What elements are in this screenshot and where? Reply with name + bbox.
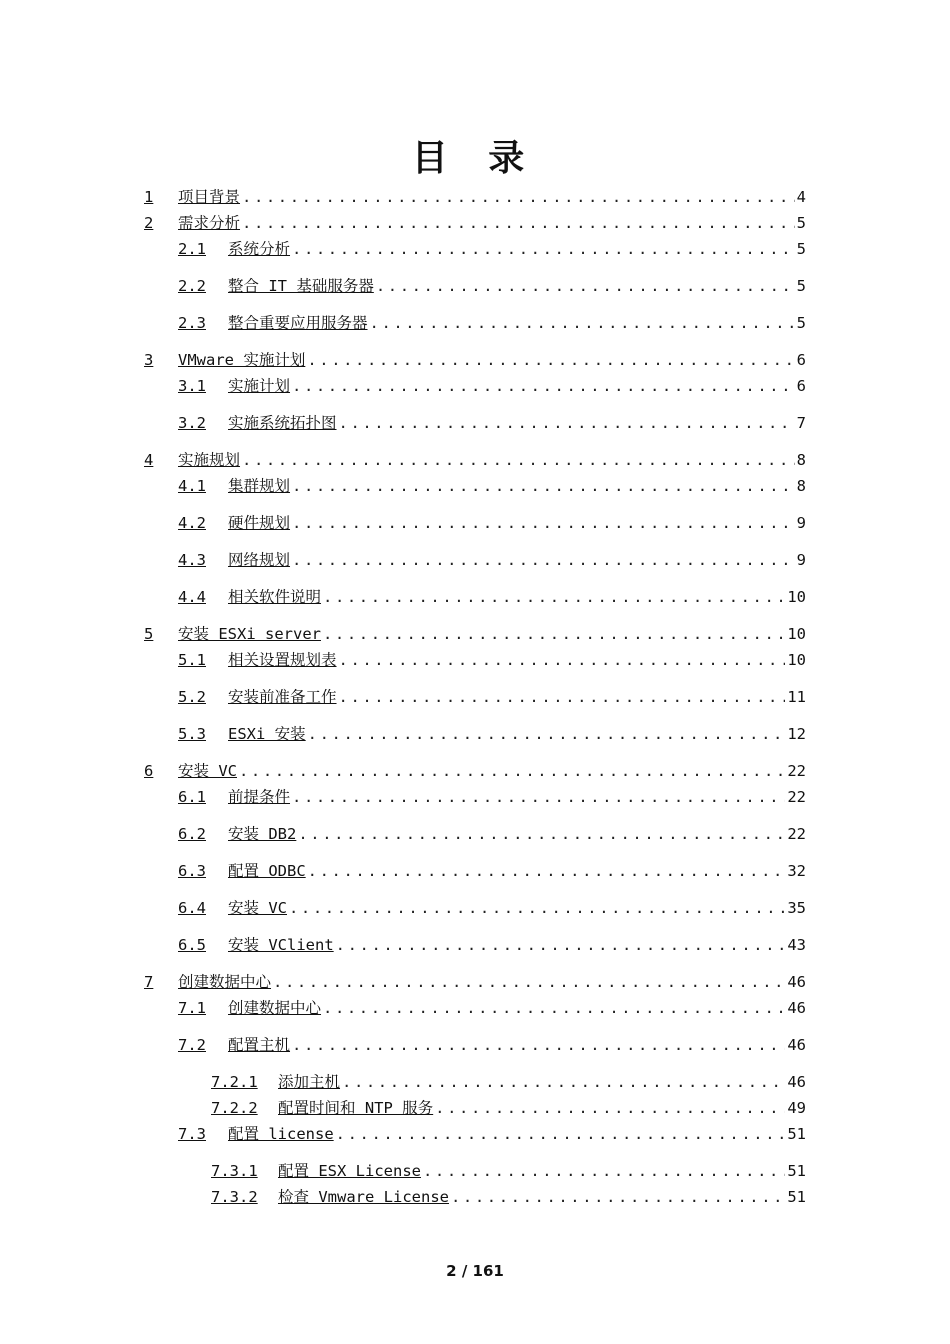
toc-entry-number: 6.2 [178,825,206,843]
toc-entry-title[interactable]: 安装 DB2 [228,825,297,843]
toc-entry-page: 6 [796,377,806,395]
toc-entry[interactable] [178,860,806,882]
toc-dot-leader [336,1123,786,1145]
toc-entry-title[interactable]: 配置 license [228,1125,334,1143]
toc-entry-page: 51 [787,1188,806,1206]
toc-entry-number: 3 [144,351,154,369]
toc-entry-title[interactable]: ESXi 安装 [228,725,306,743]
toc-entry[interactable] [144,349,806,371]
toc-entry-title[interactable]: 实施计划 [228,377,291,395]
toc-entry-number: 4.2 [178,514,206,532]
toc-entry-page: 46 [787,973,806,991]
toc-entry-page: 8 [796,477,806,495]
toc-entry[interactable] [178,997,806,1019]
toc-entry[interactable] [178,897,806,919]
toc-entry-title[interactable]: 安装 VClient [228,936,334,954]
toc-entry-page: 22 [787,825,806,843]
toc-entry-page: 10 [787,588,806,606]
toc-dot-leader [339,649,786,671]
toc-entry-title[interactable]: 检查 Vmware License [278,1188,449,1206]
toc-dot-leader [292,375,795,397]
toc-entry[interactable] [211,1160,806,1182]
toc-dot-leader [298,823,785,845]
toc-entry[interactable] [178,1123,806,1145]
toc-dot-leader [376,275,795,297]
toc-entry-number: 1 [144,188,154,206]
toc-dot-leader [323,586,785,608]
toc-entry-title[interactable]: 集群规划 [228,477,291,495]
toc-entry-page: 51 [787,1162,806,1180]
toc-entry-page: 6 [796,351,806,369]
toc-entry-page: 35 [787,899,806,917]
toc-entry-page: 9 [796,551,806,569]
toc-entry-number: 4.3 [178,551,206,569]
toc-entry-number: 7 [144,973,154,991]
toc-entry-page: 8 [796,451,806,469]
toc-entry-page: 12 [787,725,806,743]
toc-entry-number: 6.1 [178,788,206,806]
toc-entry-number: 7.3.1 [211,1162,258,1180]
toc-entry-number: 7.2 [178,1036,206,1054]
toc-entry-title[interactable]: 添加主机 [278,1073,341,1091]
toc-dot-leader [451,1186,785,1208]
toc-entry-number: 6 [144,762,154,780]
toc-entry[interactable] [178,823,806,845]
toc-entry[interactable] [178,275,806,297]
toc-entry-number: 4 [144,451,154,469]
toc-dot-leader [292,512,795,534]
toc-entry-title[interactable]: 整合 IT 基础服务器 [228,277,374,295]
toc-dot-leader [239,760,785,782]
toc-entry-number: 6.5 [178,936,206,954]
toc-entry-title[interactable]: 配置时间和 NTP 服务 [278,1099,434,1117]
toc-entry-page: 43 [787,936,806,954]
toc-entry-title[interactable]: 前提条件 [228,788,291,806]
toc-entry[interactable] [178,238,806,260]
toc-entry-page: 7 [796,414,806,432]
toc-entry-number: 7.2.1 [211,1073,258,1091]
toc-entry[interactable] [144,212,806,234]
toc-entry-number: 7.1 [178,999,206,1017]
toc-entry-title[interactable]: VMware 实施计划 [178,351,306,369]
toc-entry[interactable] [178,786,806,808]
toc-entry-title[interactable]: 安装 ESXi server [178,625,321,643]
toc-entry-title[interactable]: 需求分析 [178,214,241,232]
toc-entry[interactable] [178,686,806,708]
toc-entry[interactable] [144,449,806,471]
toc-dot-leader [423,1160,785,1182]
toc-entry-number: 6.3 [178,862,206,880]
page-title: 目 录 [411,137,539,179]
toc-entry-title[interactable]: 配置主机 [228,1036,291,1054]
toc-entry-title[interactable]: 硬件规划 [228,514,291,532]
toc-entry-number: 5.2 [178,688,206,706]
toc-entry-title[interactable]: 相关软件说明 [228,588,322,606]
toc-entry[interactable] [144,186,806,208]
toc-entry-title[interactable]: 安装 VC [228,899,287,917]
toc-entry[interactable] [178,1034,806,1056]
toc-entry[interactable] [178,475,806,497]
toc-dot-leader [336,934,786,956]
toc-entry-title[interactable]: 系统分析 [228,240,291,258]
toc-entry[interactable] [144,760,806,782]
toc-dot-leader [308,723,786,745]
toc-entry[interactable] [178,649,806,671]
toc-entry-number: 7.3 [178,1125,206,1143]
toc-entry[interactable] [178,586,806,608]
toc-entry-page: 5 [796,214,806,232]
toc-entry-number: 5.3 [178,725,206,743]
toc-entry-page: 22 [787,762,806,780]
toc-entry-number: 2 [144,214,154,232]
toc-entry-page: 22 [787,788,806,806]
toc-dot-leader [242,212,795,234]
toc-entry-title[interactable]: 创建数据中心 [228,999,322,1017]
toc-entry-number: 7.2.2 [211,1099,258,1117]
toc-entry-page: 10 [787,625,806,643]
toc-dot-leader [307,349,794,371]
toc-entry[interactable] [144,971,806,993]
toc-entry-page: 32 [787,862,806,880]
toc-dot-leader [289,897,785,919]
toc-dot-leader [292,549,795,571]
toc-entry-number: 4.1 [178,477,206,495]
toc-dot-leader [292,786,785,808]
toc-entry-number: 2.1 [178,240,206,258]
toc-entry-title[interactable]: 创建数据中心 [178,973,272,991]
toc-dot-leader [273,971,785,993]
toc-entry[interactable] [178,412,806,434]
toc-entry-page: 4 [796,188,806,206]
toc-entry-title[interactable]: 实施规划 [178,451,241,469]
toc-dot-leader [435,1097,785,1119]
toc-entry-title[interactable]: 项目背景 [178,188,241,206]
toc-entry-title[interactable]: 配置 ODBC [228,862,306,880]
toc-entry[interactable] [178,375,806,397]
toc-entry-page: 49 [787,1099,806,1117]
toc-dot-leader [323,623,785,645]
toc-entry-number: 2.3 [178,314,206,332]
toc-dot-leader [339,412,795,434]
toc-entry-page: 5 [796,277,806,295]
toc-entry-title[interactable]: 配置 ESX License [278,1162,421,1180]
toc-dot-leader [323,997,785,1019]
toc-entry-title[interactable]: 实施系统拓扑图 [228,414,337,432]
toc-dot-leader [242,449,795,471]
toc-entry-number: 5.1 [178,651,206,669]
toc-dot-leader [292,475,795,497]
toc-entry-title[interactable]: 网络规划 [228,551,291,569]
toc-dot-leader [242,186,795,208]
toc-entry[interactable] [178,549,806,571]
toc-entry-title[interactable]: 安装前准备工作 [228,688,337,706]
toc-entry-page: 5 [796,314,806,332]
toc-dot-leader [342,1071,785,1093]
toc-entry[interactable] [178,512,806,534]
toc-entry-title[interactable]: 整合重要应用服务器 [228,314,368,332]
toc-entry[interactable] [211,1186,806,1208]
toc-entry-page: 11 [787,688,806,706]
toc-entry-page: 46 [787,1073,806,1091]
toc-entry[interactable] [178,934,806,956]
page-number: 2 / 161 [446,1262,504,1280]
toc-entry-number: 6.4 [178,899,206,917]
toc-entry-page: 51 [787,1125,806,1143]
toc-entry[interactable] [211,1071,806,1093]
toc-entry-number: 4.4 [178,588,206,606]
toc-dot-leader [292,1034,785,1056]
toc-entry-number: 3.1 [178,377,206,395]
toc-entry[interactable] [178,312,806,334]
toc-dot-leader [308,860,786,882]
toc-entry-page: 46 [787,1036,806,1054]
toc-entry-number: 5 [144,625,154,643]
toc-dot-leader [339,686,786,708]
toc-entry-page: 10 [787,651,806,669]
toc-dot-leader [292,238,795,260]
toc-entry-page: 46 [787,999,806,1017]
toc-entry-page: 9 [796,514,806,532]
toc-entry-page: 5 [796,240,806,258]
toc-entry-number: 2.2 [178,277,206,295]
toc-entry-title[interactable]: 相关设置规划表 [228,651,337,669]
toc-entry-number: 3.2 [178,414,206,432]
toc-entry-title[interactable]: 安装 VC [178,762,237,780]
toc-dot-leader [370,312,795,334]
toc-entry[interactable] [144,623,806,645]
toc-entry-number: 7.3.2 [211,1188,258,1206]
toc-entry[interactable] [178,723,806,745]
toc-entry[interactable] [211,1097,806,1119]
